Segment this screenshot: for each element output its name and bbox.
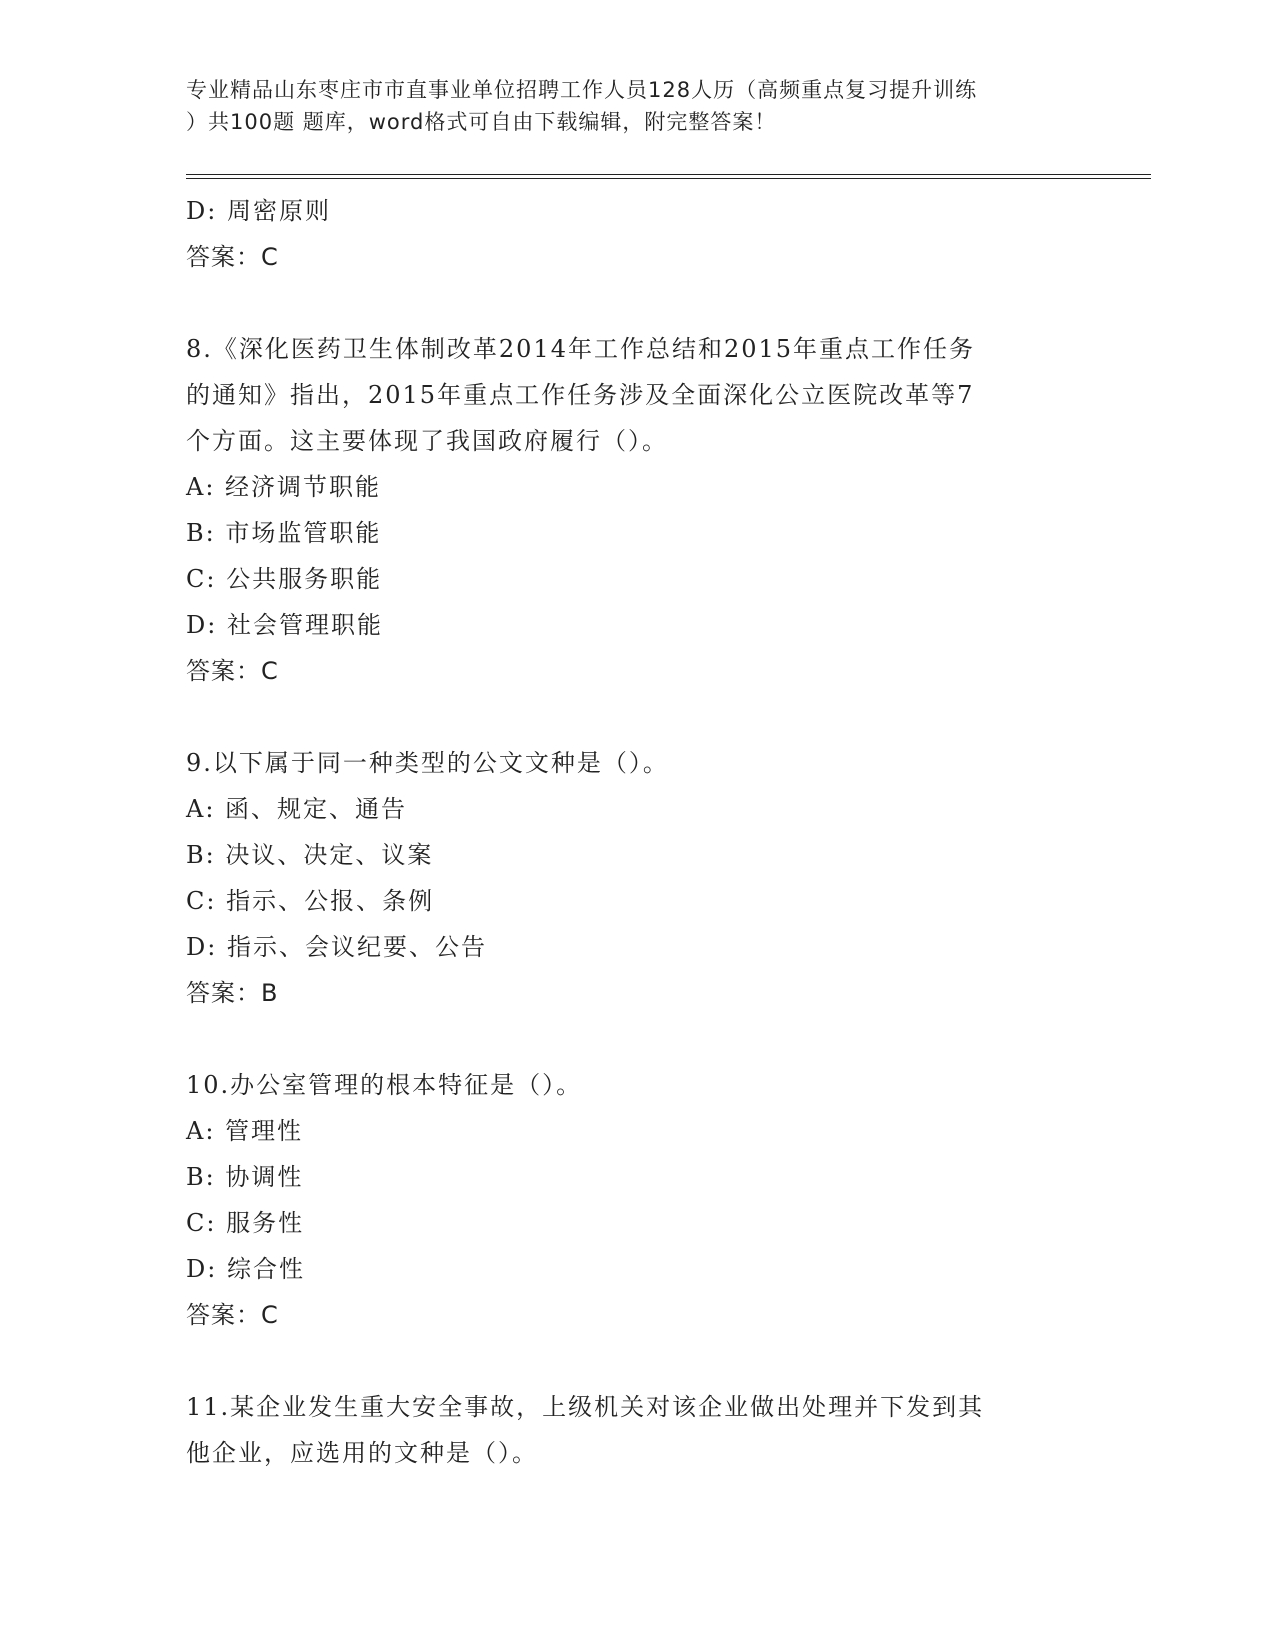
question-9 <box>186 740 1106 1016</box>
header-divider-bottom <box>186 178 1151 179</box>
option-d: D: 综合性 <box>186 1255 305 1283</box>
answer-line: 答案：B <box>186 979 279 1007</box>
question-stem-line: 10.办公室管理的根本特征是（）。 <box>186 1071 583 1099</box>
option-b: B: 协调性 <box>186 1163 304 1191</box>
option-d: D: 指示、会议纪要、公告 <box>186 933 487 961</box>
option-c: C: 服务性 <box>186 1209 305 1237</box>
question-content <box>186 188 1106 1476</box>
header-divider-top <box>186 174 1151 175</box>
question-10 <box>186 1062 1106 1338</box>
header-line-2: ）共100题 题库，word格式可自由下载编辑，附完整答案！ <box>186 110 777 134</box>
question-8 <box>186 326 1106 694</box>
question-11 <box>186 1384 1106 1476</box>
question-stem-line: 9.以下属于同一种类型的公文文种是（）。 <box>186 749 669 777</box>
spacer <box>186 280 1106 326</box>
question-stem-line: 他企业，应选用的文种是（）。 <box>186 1439 538 1467</box>
spacer <box>186 1338 1106 1384</box>
option-b: B: 市场监管职能 <box>186 519 382 547</box>
answer-line: 答案：C <box>186 243 279 271</box>
spacer <box>186 694 1106 740</box>
option-c: C: 指示、公报、条例 <box>186 887 435 915</box>
question-stem-line: 8.《深化医药卫生体制改革2014年工作总结和2015年重点工作任务 <box>186 335 976 363</box>
option-a: A: 函、规定、通告 <box>186 795 408 823</box>
question-stem-line: 的通知》指出，2015年重点工作任务涉及全面深化公立医院改革等7 <box>186 381 975 409</box>
document-header <box>186 74 1106 138</box>
option-c: C: 公共服务职能 <box>186 565 383 593</box>
option-b: B: 决议、决定、议案 <box>186 841 434 869</box>
option-a: A: 管理性 <box>186 1117 304 1145</box>
spacer <box>186 1016 1106 1062</box>
answer-line: 答案：C <box>186 657 279 685</box>
option-d: D: 周密原则 <box>186 197 331 225</box>
header-line-1: 专业精品山东枣庄市市直事业单位招聘工作人员128人历（高频重点复习提升训练 <box>186 78 978 102</box>
question-stem-line: 个方面。这主要体现了我国政府履行（）。 <box>186 427 668 455</box>
answer-line: 答案：C <box>186 1301 279 1329</box>
question-stem-line: 11.某企业发生重大安全事故，上级机关对该企业做出处理并下发到其 <box>186 1393 985 1421</box>
option-a: A: 经济调节职能 <box>186 473 382 501</box>
option-d: D: 社会管理职能 <box>186 611 383 639</box>
